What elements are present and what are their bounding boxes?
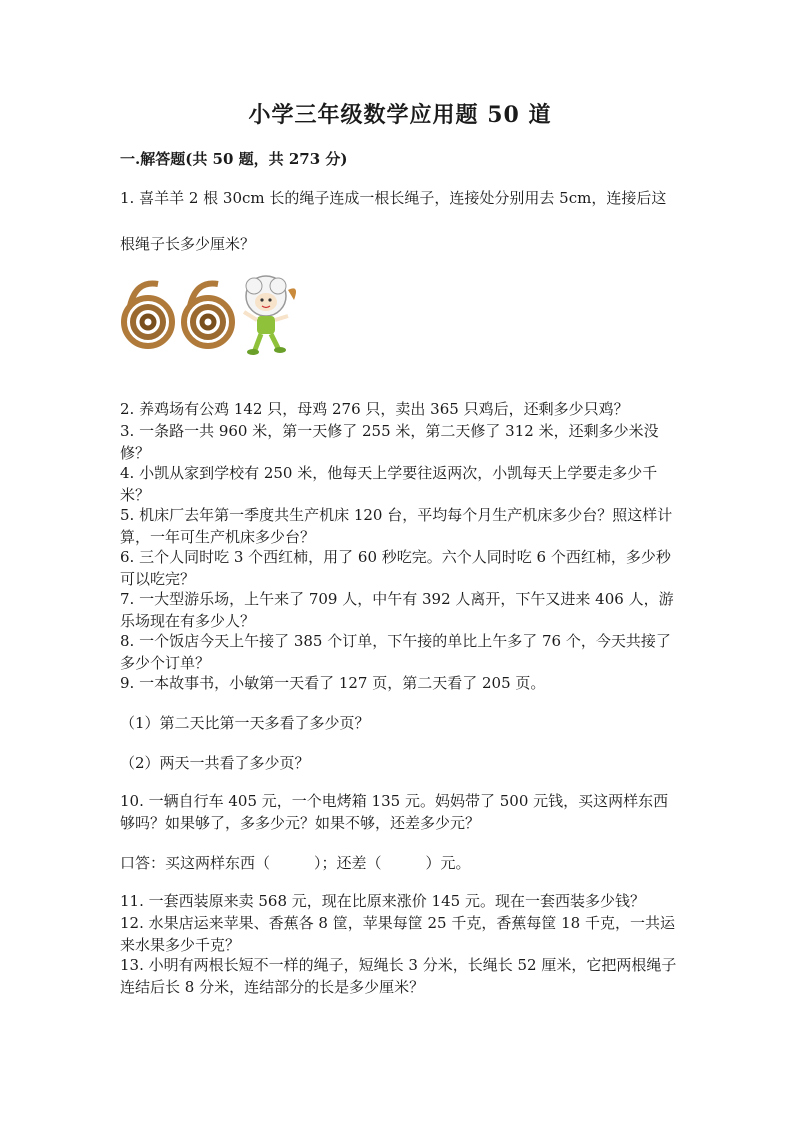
rope-coil-icon bbox=[124, 283, 172, 346]
question-2: 2. 养鸡场有公鸡 142 只，母鸡 276 只，卖出 365 只鸡后，还剩多少只鸡？ bbox=[120, 400, 629, 418]
question-6: 6. 三个人同时吃 3 个西红柿，用了 60 秒吃完。六个人同时吃 6 个西红柿，多少秒可以吃完？ bbox=[120, 548, 671, 588]
question-10: 10. 一辆自行车 405 元，一个电烤箱 135 元。妈妈带了 500 元钱，买这两样东西够吗？如果够了，多多少元？如果不够，还差多少元？ bbox=[120, 792, 669, 832]
question-5: 5. 机床厂去年第一季度共生产机床 120 台，平均每个月生产机床多少台？照这样计算，一年可生产机床多少台？ bbox=[120, 506, 673, 546]
rope-coil-icon bbox=[184, 283, 232, 346]
answer-prefix: 口答：买这两样东西（ bbox=[120, 854, 271, 872]
question-8: 8. 一个饭店今天上午接了 385 个订单，下午接的单比上午多了 76 个，今天共接了多少个订单？ bbox=[120, 632, 671, 672]
answer-suffix: ）元。 bbox=[425, 854, 471, 872]
question-12: 12. 水果店运来苹果、香蕉各 8 筐，苹果每筐 25 千克，香蕉每筐 18 千克，一共运来水果多少千克？ bbox=[120, 914, 675, 954]
question-7: 7. 一大型游乐场，上午来了 709 人，中午有 392 人离开，下午又进来 406 人，游乐场现在有多少人？ bbox=[120, 590, 674, 630]
question-11: 11. 一套西装原来卖 568 元，现在比原来涨价 145 元。现在一套西装多少钱？ bbox=[120, 892, 645, 910]
rope-and-sheep-illustration bbox=[118, 270, 308, 360]
question-1: 1. 喜羊羊 2 根 30cm 长的绳子连成一根长绳子，连接处分别用去 5cm，连接后这根绳子长多少厘米？ bbox=[120, 189, 667, 253]
section-heading: 一.解答题(共 50 题，共 273 分) bbox=[120, 150, 348, 168]
question-4: 4. 小凯从家到学校有 250 米，他每天上学要往返两次，小凯每天上学要走多少千米？ bbox=[120, 464, 658, 504]
answer-middle: ）；还差（ bbox=[314, 854, 382, 872]
question-9-part-2: （2）两天一共看了多少页？ bbox=[120, 754, 310, 772]
page-title: 小学三年级数学应用题 50 道 bbox=[248, 102, 552, 128]
question-10-answer bbox=[120, 852, 680, 874]
question-3: 3. 一条路一共 960 米，第一天修了 255 米，第二天修了 312 米，还剩多少米没修？ bbox=[120, 422, 659, 462]
question-9-part-1: （1）第二天比第一天多看了多少页？ bbox=[120, 714, 370, 732]
sheep-character-icon bbox=[244, 276, 296, 355]
question-13: 13. 小明有两根长短不一样的绳子，短绳长 3 分米，长绳长 52 厘米，它把两根绳子连结后长 8 分米，连结部分的长是多少厘米？ bbox=[120, 956, 677, 996]
question-9: 9. 一本故事书，小敏第一天看了 127 页，第二天看了 205 页。 bbox=[120, 674, 546, 692]
